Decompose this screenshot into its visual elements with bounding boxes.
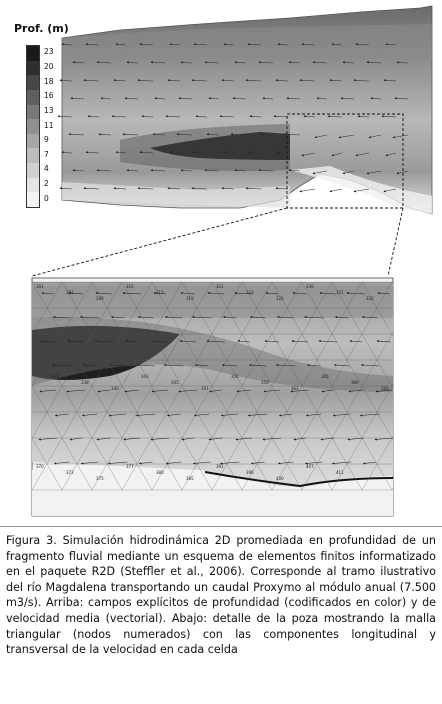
- legend-swatch: [27, 192, 39, 207]
- mesh-edge: [392, 282, 442, 490]
- velocity-arrow: [300, 189, 315, 192]
- legend-tick-label: 13: [44, 105, 54, 115]
- node-number: 400: [276, 476, 284, 481]
- mesh-edge: [0, 282, 32, 490]
- mesh-edge: [422, 282, 442, 490]
- node-number: 335: [51, 374, 59, 379]
- legend-tick-label: 16: [44, 91, 54, 101]
- legend-tick-label: 0: [44, 193, 49, 203]
- legend-tick-label: 20: [44, 61, 54, 71]
- node-number: 396: [246, 470, 254, 475]
- node-number: 385: [186, 476, 194, 481]
- node-number: 330: [306, 284, 314, 289]
- legend-tick-label: 9: [44, 135, 49, 145]
- depth-map-top: [58, 6, 432, 214]
- velocity-arrow: [330, 189, 342, 192]
- legend-swatch: [27, 61, 39, 76]
- node-number: 368: [381, 386, 389, 391]
- mesh-detail: [0, 278, 442, 516]
- figure-caption: [0, 526, 442, 704]
- mesh-edge: [0, 282, 2, 490]
- legend-swatch: [27, 148, 39, 163]
- legend-swatch: [27, 75, 39, 90]
- legend-tick-label: 2: [44, 179, 49, 189]
- legend-tick-label: 23: [44, 47, 54, 57]
- node-number: 331: [336, 290, 344, 295]
- caption-text: Figura 3. Simulación hidrodinámica 2D promediada en profundidad de un fragmento fluvial mediante un esquema de elementos finitos informatizado en el paquete R2D (Steffler et al., 2006). Corresponde al tramo ilustrativo del río Magdalena transportando un caudal Proxymo al módulo anual (7.500 m3/s). Arriba: campos explícitos de profundidad (codificados en color) y de velocidad media (vectorial). Abajo: detalle de la poza mostrando la malla triangular (nodos numerados) con las componentes longitudinal y transversal de la velocidad en cada celda: [6, 534, 436, 657]
- legend-tick-label: 11: [44, 120, 54, 130]
- node-number: 340: [111, 386, 119, 391]
- zoom-connector-right: [388, 208, 403, 276]
- mesh-edge: [392, 282, 442, 490]
- node-number: 391: [216, 464, 224, 469]
- legend-swatch: [27, 119, 39, 134]
- legend-tick-label: 7: [44, 149, 49, 159]
- node-number: 356: [231, 374, 239, 379]
- node-number: 372: [66, 470, 74, 475]
- legend-swatch: [27, 134, 39, 149]
- legend-swatch: [27, 105, 39, 120]
- legend-tick-label: 4: [44, 164, 49, 174]
- node-number: 338: [81, 380, 89, 385]
- node-number: 326: [276, 296, 284, 301]
- depth-color-scale: [26, 45, 40, 208]
- node-number: 359: [261, 380, 269, 385]
- legend-swatch: [27, 90, 39, 105]
- legend-title: Prof. (m): [14, 22, 69, 35]
- mesh-edge: [422, 282, 442, 490]
- node-number: 332: [366, 296, 374, 301]
- legend-swatch: [27, 178, 39, 193]
- node-number: 366: [351, 380, 359, 385]
- node-number: 370: [36, 464, 44, 469]
- node-number: 362: [291, 386, 299, 391]
- node-number: 319: [186, 296, 194, 301]
- node-number: 411: [336, 470, 344, 475]
- mesh-edge: [0, 282, 2, 490]
- legend-swatch: [27, 163, 39, 178]
- node-number: 302: [66, 290, 74, 295]
- legend-swatch: [27, 46, 39, 61]
- node-number: 365: [321, 374, 329, 379]
- zoom-connector-left: [32, 208, 287, 276]
- node-number: 321: [216, 284, 224, 289]
- mesh-edge: [0, 282, 32, 490]
- node-number: 375: [96, 476, 104, 481]
- node-number: 380: [156, 470, 164, 475]
- node-number: 407: [306, 464, 314, 469]
- node-number: 343: [141, 374, 149, 379]
- node-number: 301: [36, 284, 44, 289]
- node-number: 345: [171, 380, 179, 385]
- node-number: 306: [96, 296, 104, 301]
- node-number: 351: [201, 386, 209, 391]
- node-number: 377: [126, 464, 134, 469]
- node-number: 315: [156, 290, 164, 295]
- legend-tick-label: 18: [44, 76, 54, 86]
- node-number: 316: [126, 284, 134, 289]
- node-number: 323: [246, 290, 254, 295]
